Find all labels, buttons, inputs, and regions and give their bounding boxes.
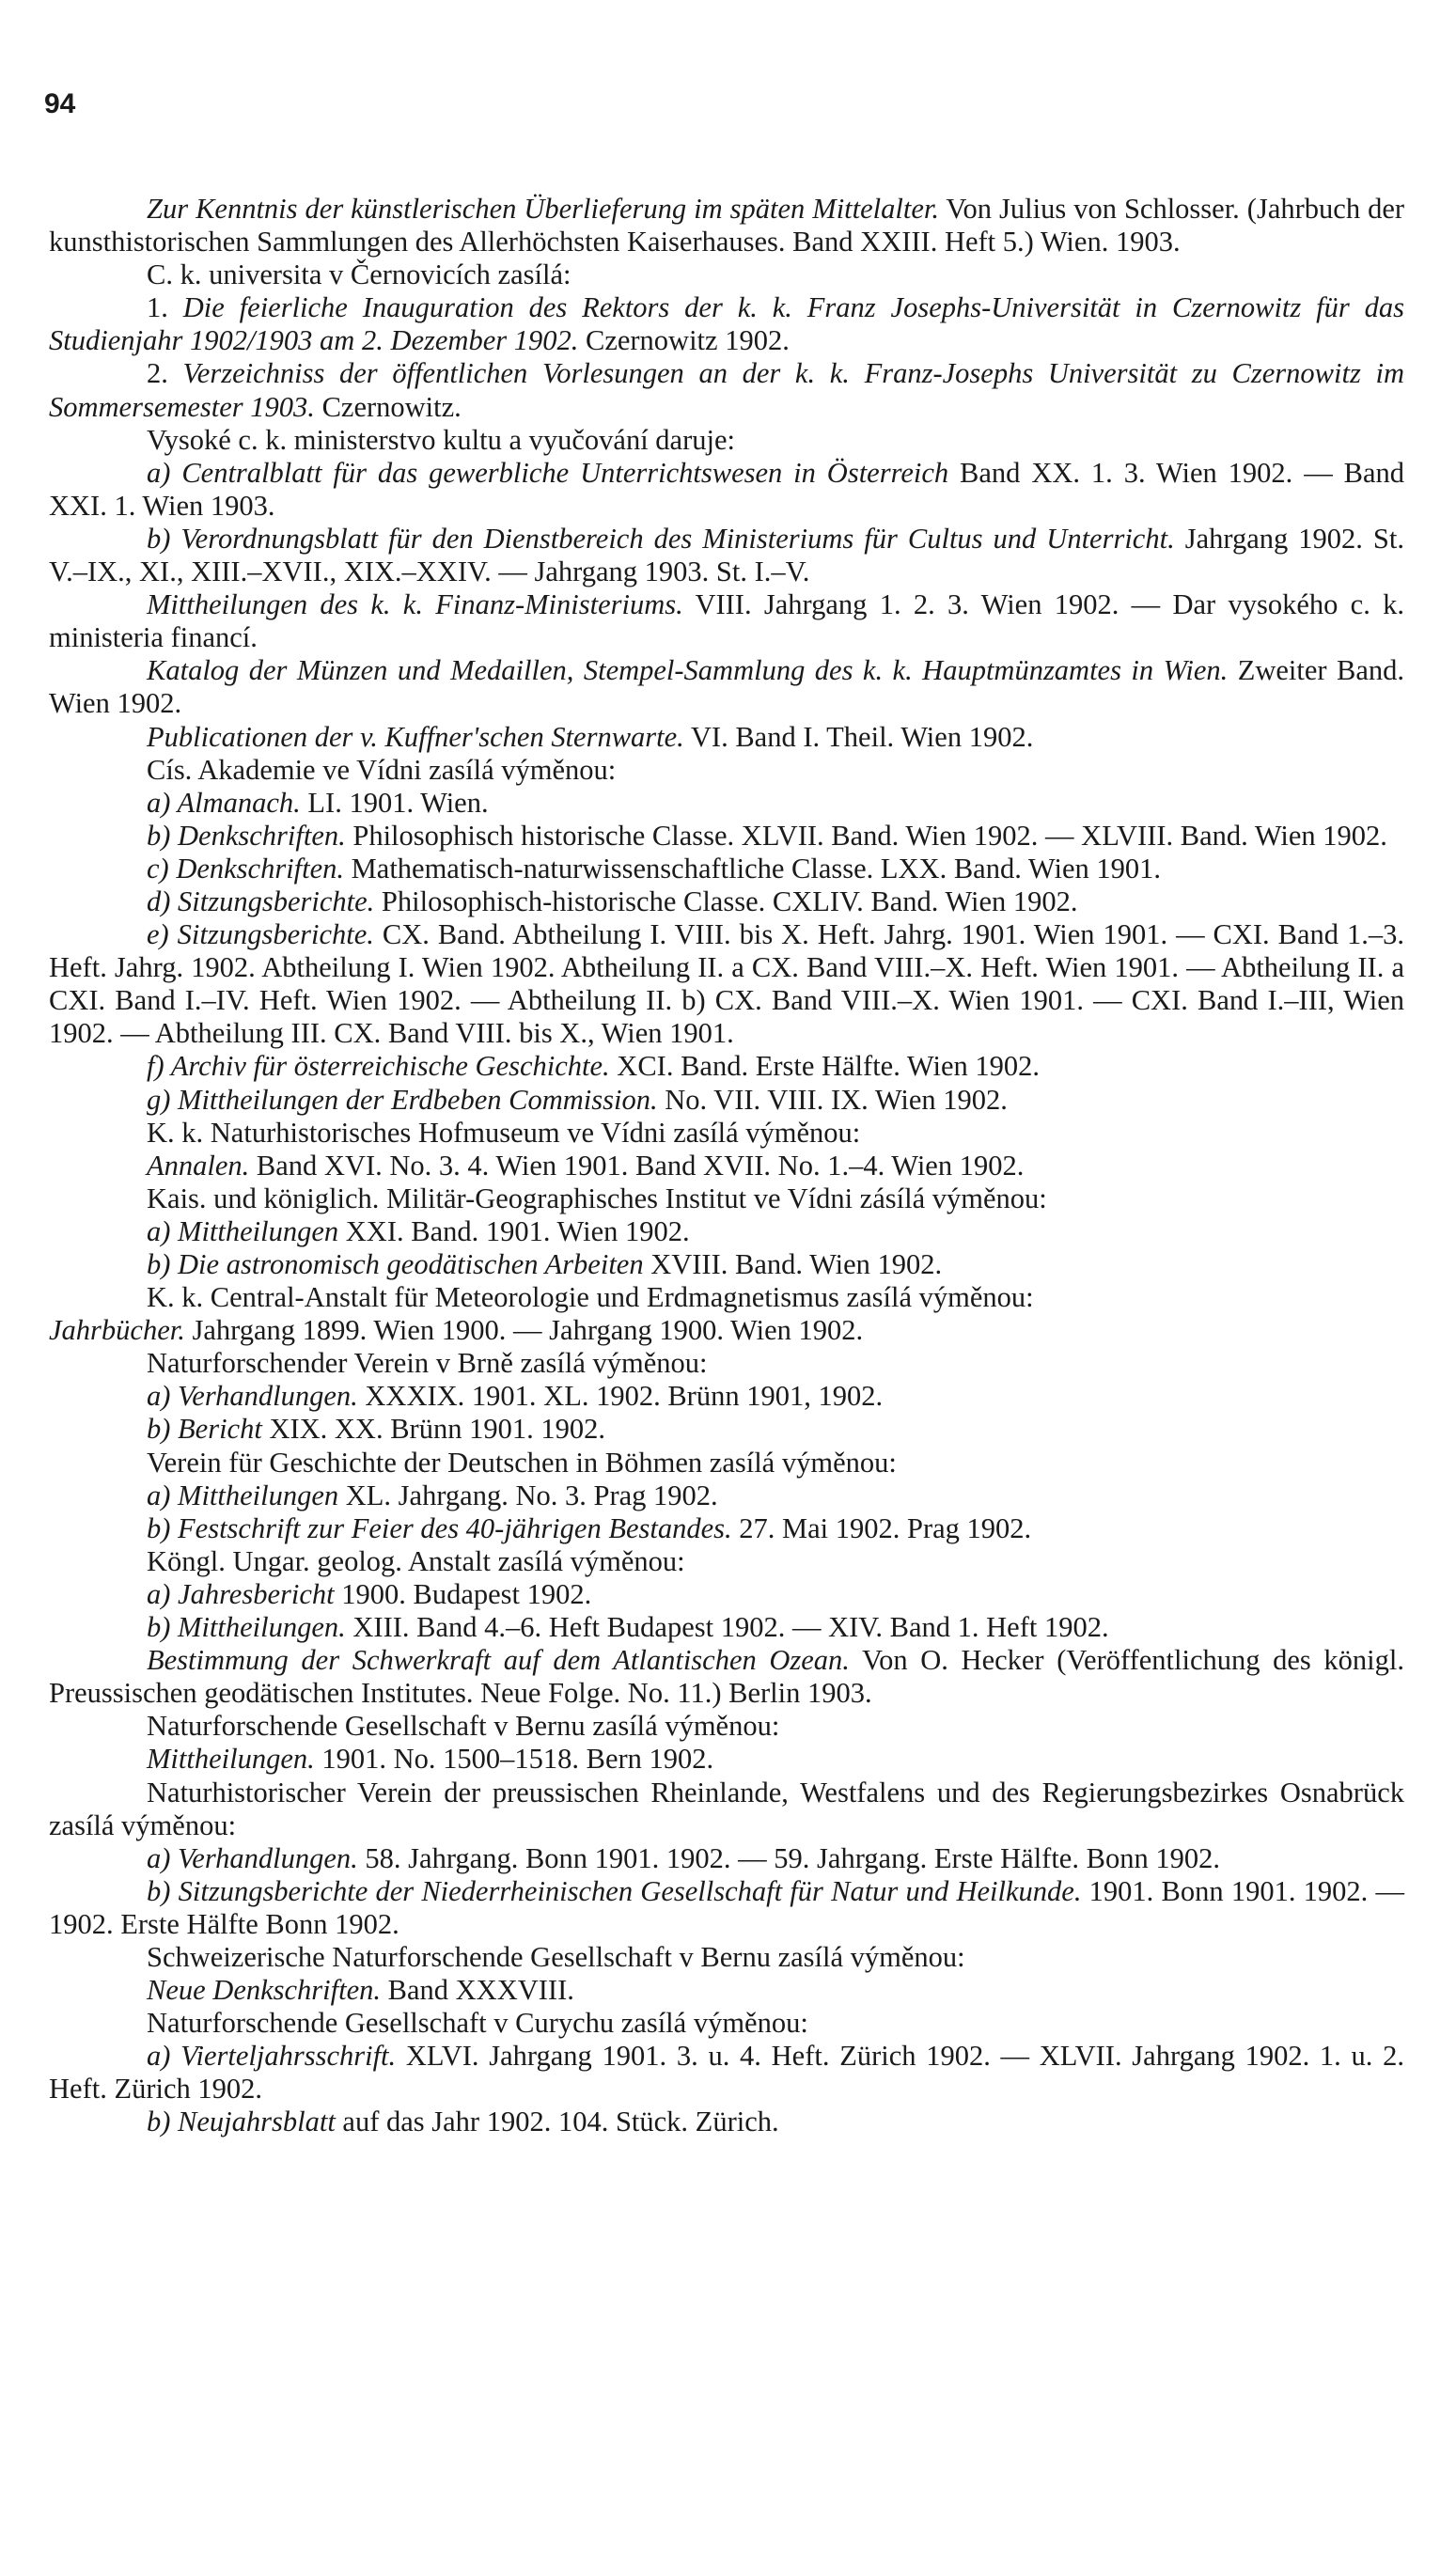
entry-text: Naturhistorischer Verein der preussischen Rheinlande, Westfalens und des Regierungsbezirkes Osnabrück zasílá výměnou:	[49, 1776, 1404, 1841]
entry-paragraph	[49, 885, 1404, 918]
entry-paragraph	[49, 853, 1404, 885]
entry-title-italic: a) Verhandlungen.	[147, 1841, 358, 1874]
entry-title-italic: f) Archiv für österreichische Geschichte.	[147, 1050, 610, 1083]
entry-text: VIII. Jahrgang 1. 2. 3. Wien 1902. — Dar vysokého c. k. ministeria financí.	[49, 588, 1404, 654]
entry-text: Von O. Hecker (Veröffentlichung des königl. Preussischen geodätischen Institutes. Neue Folge. No. 11.) Berlin 1903.	[49, 1644, 1404, 1710]
entry-paragraph	[49, 2106, 1404, 2138]
entry-text: Kais. und königlich. Militär-Geographisches Institut ve Vídni zásílá výměnou:	[147, 1182, 1047, 1214]
entry-paragraph	[49, 1150, 1404, 1182]
entry-title-italic: b) Verordnungsblatt für den Dienstbereich des Ministeriums für Cultus und Unterricht.	[147, 522, 1175, 555]
entry-paragraph	[49, 1248, 1404, 1281]
entry-title-italic: Jahrbücher.	[49, 1314, 185, 1347]
entry-title-italic: Mittheilungen des k. k. Finanz-Ministeriums.	[147, 588, 683, 621]
entry-title-italic: b) Sitzungsberichte der Niederrheinischen Gesellschaft für Natur und Heilkunde.	[147, 1874, 1082, 1907]
entry-title-italic: e) Sitzungsberichte.	[147, 918, 374, 951]
entry-paragraph	[49, 1314, 1404, 1347]
entry-paragraph	[49, 588, 1404, 654]
entry-title-italic: a) Mittheilungen	[147, 1214, 339, 1247]
entry-title-italic: a) Verhandlungen.	[147, 1380, 358, 1413]
entry-paragraph	[49, 787, 1404, 820]
page-number: 94	[44, 88, 76, 119]
entry-text: 1900. Budapest 1902.	[334, 1577, 592, 1610]
entry-title-italic: b) Festschrift zur Feier des 40-jährigen Bestandes.	[147, 1511, 732, 1544]
entry-paragraph	[49, 1281, 1404, 1314]
entry-text: CX. Band. Abtheilung I. VIII. bis X. Heft. Jahrg. 1901. Wien 1901. — CXI. Band 1.–3. Heft. Jahrg. 1902. Abtheilung I. Wien 1902. Abtheilung II. a CX. Band VIII.–X. Heft. Wien 1901. — Abtheilung II. a CXI. Band I.–IV. Heft. Wien 1902. — Abtheilung II. b) CX. Band VIII.–X. Wien 1901. — CXI. Band I.–III, Wien 1902. — Abtheilung III. CX. Band VIII. bis X., Wien 1901.	[49, 918, 1404, 1050]
entry-paragraph	[49, 1215, 1404, 1248]
entry-title-italic: Katalog der Münzen und Medaillen, Stempel-Sammlung des k. k. Hauptmünzamtes in Wien.	[147, 654, 1229, 687]
entry-text: Band XXXVIII.	[381, 1974, 574, 2007]
entry-paragraph	[49, 1611, 1404, 1644]
entry-title-italic: b) Denkschriften.	[147, 819, 346, 852]
entry-text: VI. Band I. Theil. Wien 1902.	[683, 720, 1034, 753]
entry-paragraph	[49, 1777, 1404, 1842]
entry-text: Band XVI. No. 3. 4. Wien 1901. Band XVII. No. 1.–4. Wien 1902.	[249, 1149, 1025, 1182]
entry-title-italic: a) Almanach.	[147, 786, 301, 819]
entry-text: Schweizerische Naturforschende Gesellschaft v Bernu zasílá výměnou:	[147, 1940, 965, 1973]
entry-paragraph	[49, 918, 1404, 1050]
entry-text: Naturforschender Verein v Brně zasílá výměnou:	[147, 1347, 708, 1380]
entry-text: 1901. No. 1500–1518. Bern 1902.	[314, 1743, 714, 1776]
entry-paragraph	[49, 1974, 1404, 2007]
entry-text: Vysoké c. k. ministerstvo kultu a vyučování daruje:	[147, 423, 735, 456]
entry-paragraph	[49, 754, 1404, 787]
entry-paragraph	[49, 1413, 1404, 1446]
entry-title-italic: Publicationen der v. Kuffner'schen Sternwarte.	[147, 720, 684, 753]
entry-title-italic: c) Denkschriften.	[147, 852, 345, 885]
entry-text: Jahrgang 1902. St. V.–IX., XI., XIII.–XVII., XIX.–XXIV. — Jahrgang 1903. St. I.–V.	[49, 522, 1404, 588]
entry-text: XCI. Band. Erste Hälfte. Wien 1902.	[609, 1050, 1040, 1083]
entry-paragraph	[49, 1050, 1404, 1083]
entry-title-italic: b) Bericht	[147, 1413, 262, 1446]
entry-title-italic: Mittheilungen.	[147, 1743, 315, 1776]
entry-paragraph	[49, 820, 1404, 853]
entry-text: Philosophisch-historische Classe. CXLIV. Band. Wien 1902.	[374, 885, 1078, 917]
entry-title-italic: Die feierliche Inauguration des Rektors der k. k. Franz Josephs-Universität in Czernowitz für das Studienjahr 1902/1903 am 2. Dezember 1902.	[49, 291, 1405, 357]
entry-text: No. VII. VIII. IX. Wien 1902.	[657, 1083, 1008, 1116]
entry-paragraph	[49, 1875, 1404, 1941]
entry-text: XLVI. Jahrgang 1901. 3. u. 4. Heft. Zürich 1902. — XLVII. Jahrgang 1902. 1. u. 2. Heft. Zürich 1902.	[49, 2040, 1404, 2106]
entry-paragraph	[49, 258, 1404, 291]
entry-paragraph	[49, 654, 1404, 720]
entry-paragraph	[49, 1182, 1404, 1215]
entry-paragraph	[49, 1941, 1404, 1974]
entry-text: 58. Jahrgang. Bonn 1901. 1902. — 59. Jahrgang. Erste Hälfte. Bonn 1902.	[357, 1841, 1220, 1874]
entry-paragraph	[49, 1380, 1404, 1413]
entry-paragraph	[49, 193, 1404, 258]
entry-title-italic: a) Mittheilungen	[147, 1479, 339, 1511]
entry-paragraph	[49, 1578, 1404, 1611]
entry-title-italic: Bestimmung der Schwerkraft auf dem Atlantischen Ozean.	[147, 1644, 850, 1677]
entry-text: auf das Jahr 1902. 104. Stück. Zürich.	[335, 2106, 779, 2138]
entry-text: Philosophisch historische Classe. XLVII. Band. Wien 1902. — XLVIII. Band. Wien 1902.	[345, 819, 1387, 852]
entry-paragraph	[49, 2040, 1404, 2106]
entry-text: XIX. XX. Brünn 1901. 1902.	[261, 1413, 605, 1446]
entry-paragraph	[49, 1545, 1404, 1578]
entry-paragraph	[49, 523, 1404, 588]
entry-text: Verein für Geschichte der Deutschen in Böhmen zasílá výměnou:	[147, 1446, 897, 1479]
entry-title-italic: a) Centralblatt für das gewerbliche Unterrichtswesen in Österreich	[147, 456, 949, 489]
entry-text: Mathematisch-naturwissenschaftliche Classe. LXX. Band. Wien 1901.	[344, 852, 1161, 885]
entry-paragraph	[49, 424, 1404, 457]
entry-paragraph	[49, 1512, 1404, 1545]
entry-text: K. k. Central-Anstalt für Meteorologie und Erdmagnetismus zasílá výměnou:	[147, 1281, 1034, 1314]
entry-text: XL. Jahrgang. No. 3. Prag 1902.	[338, 1479, 718, 1511]
entry-title-italic: b) Neujahrsblatt	[147, 2106, 336, 2138]
entry-title-italic: Annalen.	[147, 1149, 250, 1182]
entry-paragraph	[49, 2007, 1404, 2040]
entry-text: 2.	[147, 357, 183, 390]
entry-paragraph	[49, 1644, 1404, 1710]
entry-paragraph	[49, 1710, 1404, 1743]
entry-title-italic: Zur Kenntnis der künstlerischen Überlieferung im späten Mittelalter.	[147, 193, 939, 225]
entry-text: 1901. Bonn 1901. 1902. — 1902. Erste Hälfte Bonn 1902.	[49, 1874, 1405, 1940]
entry-title-italic: Neue Denkschriften.	[147, 1974, 382, 2007]
entry-paragraph	[49, 357, 1404, 423]
entry-text: C. k. universita v Černovicích zasílá:	[147, 258, 571, 291]
entry-text: XXI. Band. 1901. Wien 1902.	[338, 1214, 690, 1247]
entry-paragraph	[49, 1347, 1404, 1380]
entry-text: Zweiter Band. Wien 1902.	[49, 654, 1405, 720]
entry-text: XVIII. Band. Wien 1902.	[643, 1248, 943, 1280]
entry-text: Naturforschende Gesellschaft v Curychu zasílá výměnou:	[147, 2007, 808, 2040]
entry-text: Von Julius von Schlosser. (Jahrbuch der kunsthistorischen Sammlungen des Allerhöchsten Kaiserhauses. Band XXIII. Heft 5.) Wien. 1903.	[49, 193, 1405, 258]
entry-paragraph	[49, 291, 1404, 357]
entry-text: K. k. Naturhistorisches Hofmuseum ve Vídni zasílá výměnou:	[147, 1116, 861, 1149]
entry-title-italic: b) Die astronomisch geodätischen Arbeiten	[147, 1248, 644, 1280]
entry-paragraph	[49, 457, 1404, 523]
entry-paragraph	[49, 721, 1404, 754]
entry-text: 1.	[147, 291, 183, 324]
entry-text: Cís. Akademie ve Vídni zasílá výměnou:	[147, 753, 617, 786]
entry-paragraph	[49, 1480, 1404, 1512]
entry-paragraph	[49, 1447, 1404, 1480]
entry-paragraph	[49, 1842, 1404, 1875]
entry-title-italic: b) Mittheilungen.	[147, 1611, 346, 1644]
entry-text: Köngl. Ungar. geolog. Anstalt zasílá výměnou:	[147, 1544, 685, 1577]
entry-title-italic: a) Vierteljahrsschrift.	[147, 2040, 397, 2073]
entry-text: Czernowitz.	[314, 390, 462, 423]
entry-paragraph	[49, 1117, 1404, 1150]
entry-text: XXXIX. 1901. XL. 1902. Brünn 1901, 1902.	[357, 1380, 884, 1413]
entry-text: LI. 1901. Wien.	[300, 786, 489, 819]
entry-title-italic: Verzeichniss der öffentlichen Vorlesungen an der k. k. Franz-Josephs Universität zu Czernowitz im Sommersemester 1903.	[49, 357, 1404, 423]
entry-text: Czernowitz 1902.	[578, 324, 790, 357]
entry-text: Naturforschende Gesellschaft v Bernu zasílá výměnou:	[147, 1710, 780, 1743]
entry-title-italic: g) Mittheilungen der Erdbeben Commission.	[147, 1083, 658, 1116]
entry-text: Jahrgang 1899. Wien 1900. — Jahrgang 1900. Wien 1902.	[184, 1314, 864, 1347]
entry-text: XIII. Band 4.–6. Heft Budapest 1902. — XIV. Band 1. Heft 1902.	[345, 1611, 1109, 1644]
entry-text: 27. Mai 1902. Prag 1902.	[731, 1511, 1032, 1544]
entry-title-italic: a) Jahresbericht	[147, 1577, 335, 1610]
entry-title-italic: d) Sitzungsberichte.	[147, 885, 375, 917]
document-body	[49, 193, 1404, 2139]
entry-paragraph	[49, 1743, 1404, 1776]
entry-text: Band XX. 1. 3. Wien 1902. — Band XXI. 1. Wien 1903.	[49, 456, 1404, 522]
entry-paragraph	[49, 1084, 1404, 1117]
